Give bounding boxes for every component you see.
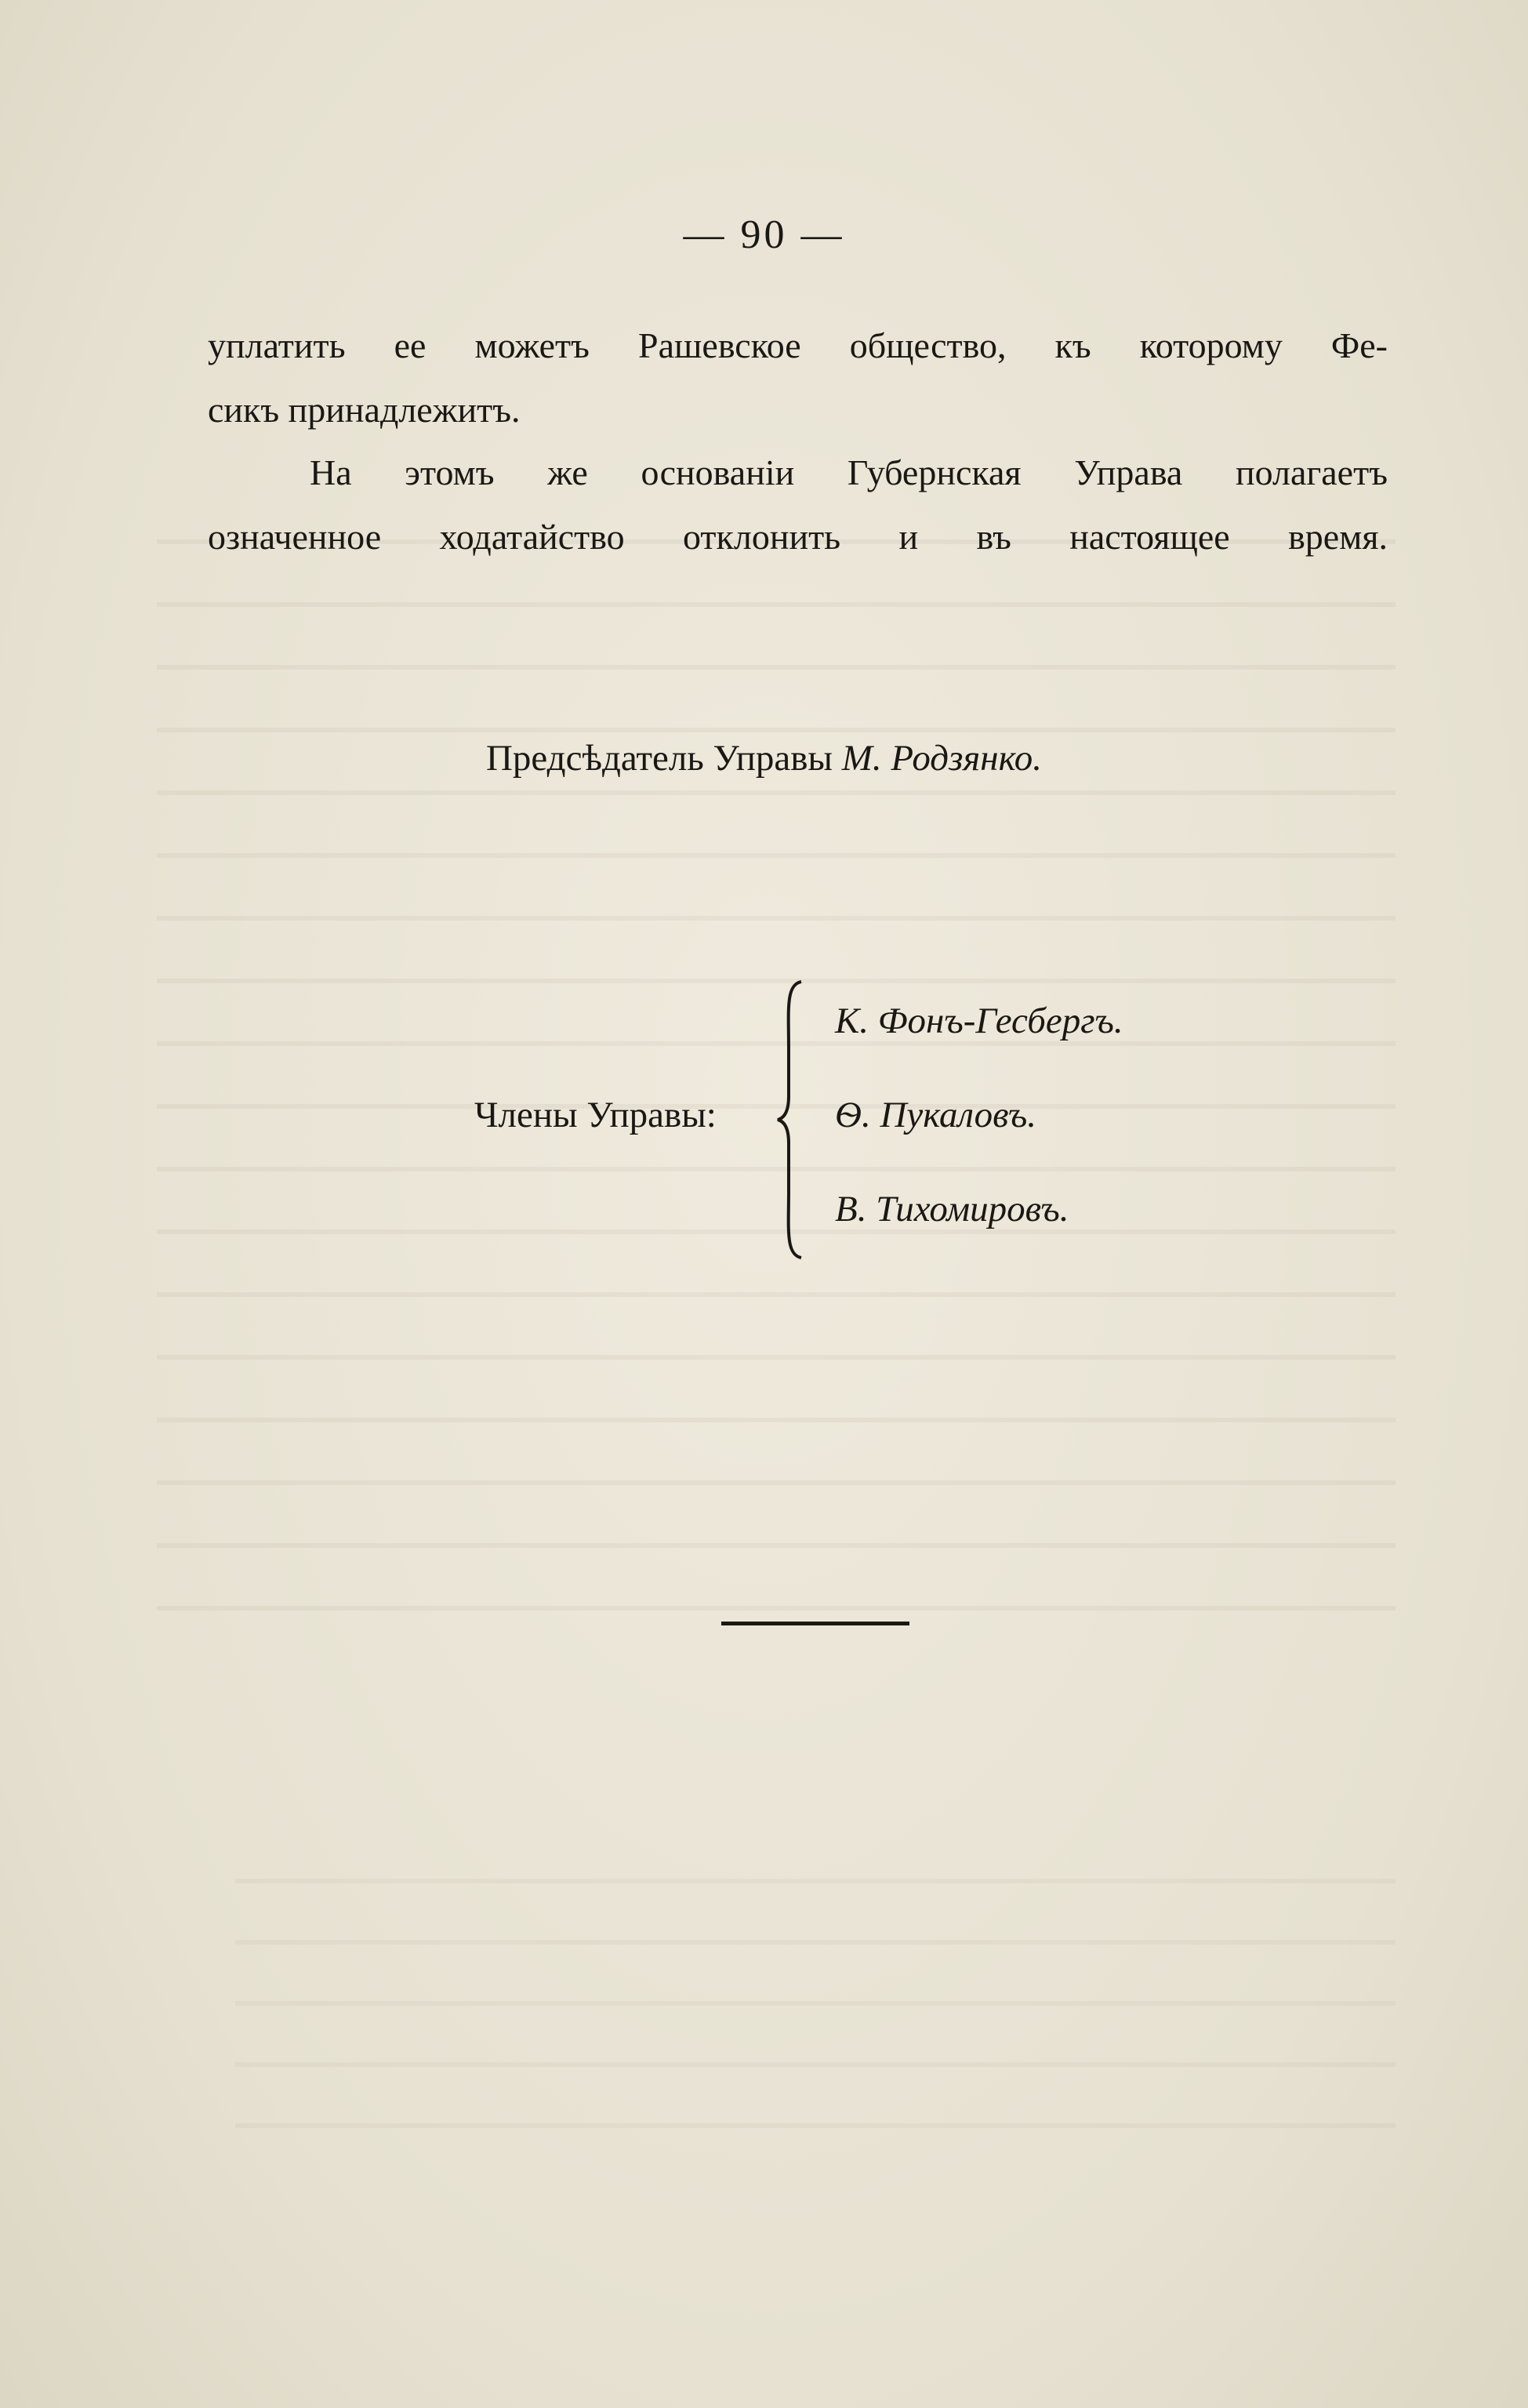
member-name-2: Ѳ. Пукаловъ. bbox=[835, 1095, 1037, 1135]
paragraph-1-line-1: уплатить ее можетъ Рашевское общество, къ которому Фе- bbox=[208, 325, 1388, 365]
section-divider bbox=[721, 1622, 909, 1625]
curly-brace bbox=[775, 979, 806, 1261]
paragraph-1 bbox=[208, 314, 1388, 442]
paragraph-2-line-1: На этомъ же основанiи Губернская Управа полагаетъ bbox=[310, 452, 1388, 492]
paragraph-1-line-2: сикъ принадлежитъ. bbox=[208, 390, 521, 430]
bleed-through-text-lower bbox=[235, 1850, 1396, 2180]
chairman-signature bbox=[0, 737, 1528, 779]
chairman-name: М. Родзянко. bbox=[841, 738, 1043, 779]
member-name-1: К. Фонъ-Гесбергъ. bbox=[835, 1001, 1123, 1041]
page-number: — 90 — bbox=[683, 212, 845, 257]
paragraph-2-line-2: означенное ходатайство отклонить и въ настоящее время. bbox=[208, 517, 1388, 557]
chairman-title: Предсѣдатель Управы bbox=[485, 738, 833, 779]
members-label: Члены Управы: bbox=[474, 1095, 717, 1135]
member-name-3: В. Тихомировъ. bbox=[835, 1189, 1069, 1229]
paragraph-2 bbox=[208, 441, 1388, 569]
